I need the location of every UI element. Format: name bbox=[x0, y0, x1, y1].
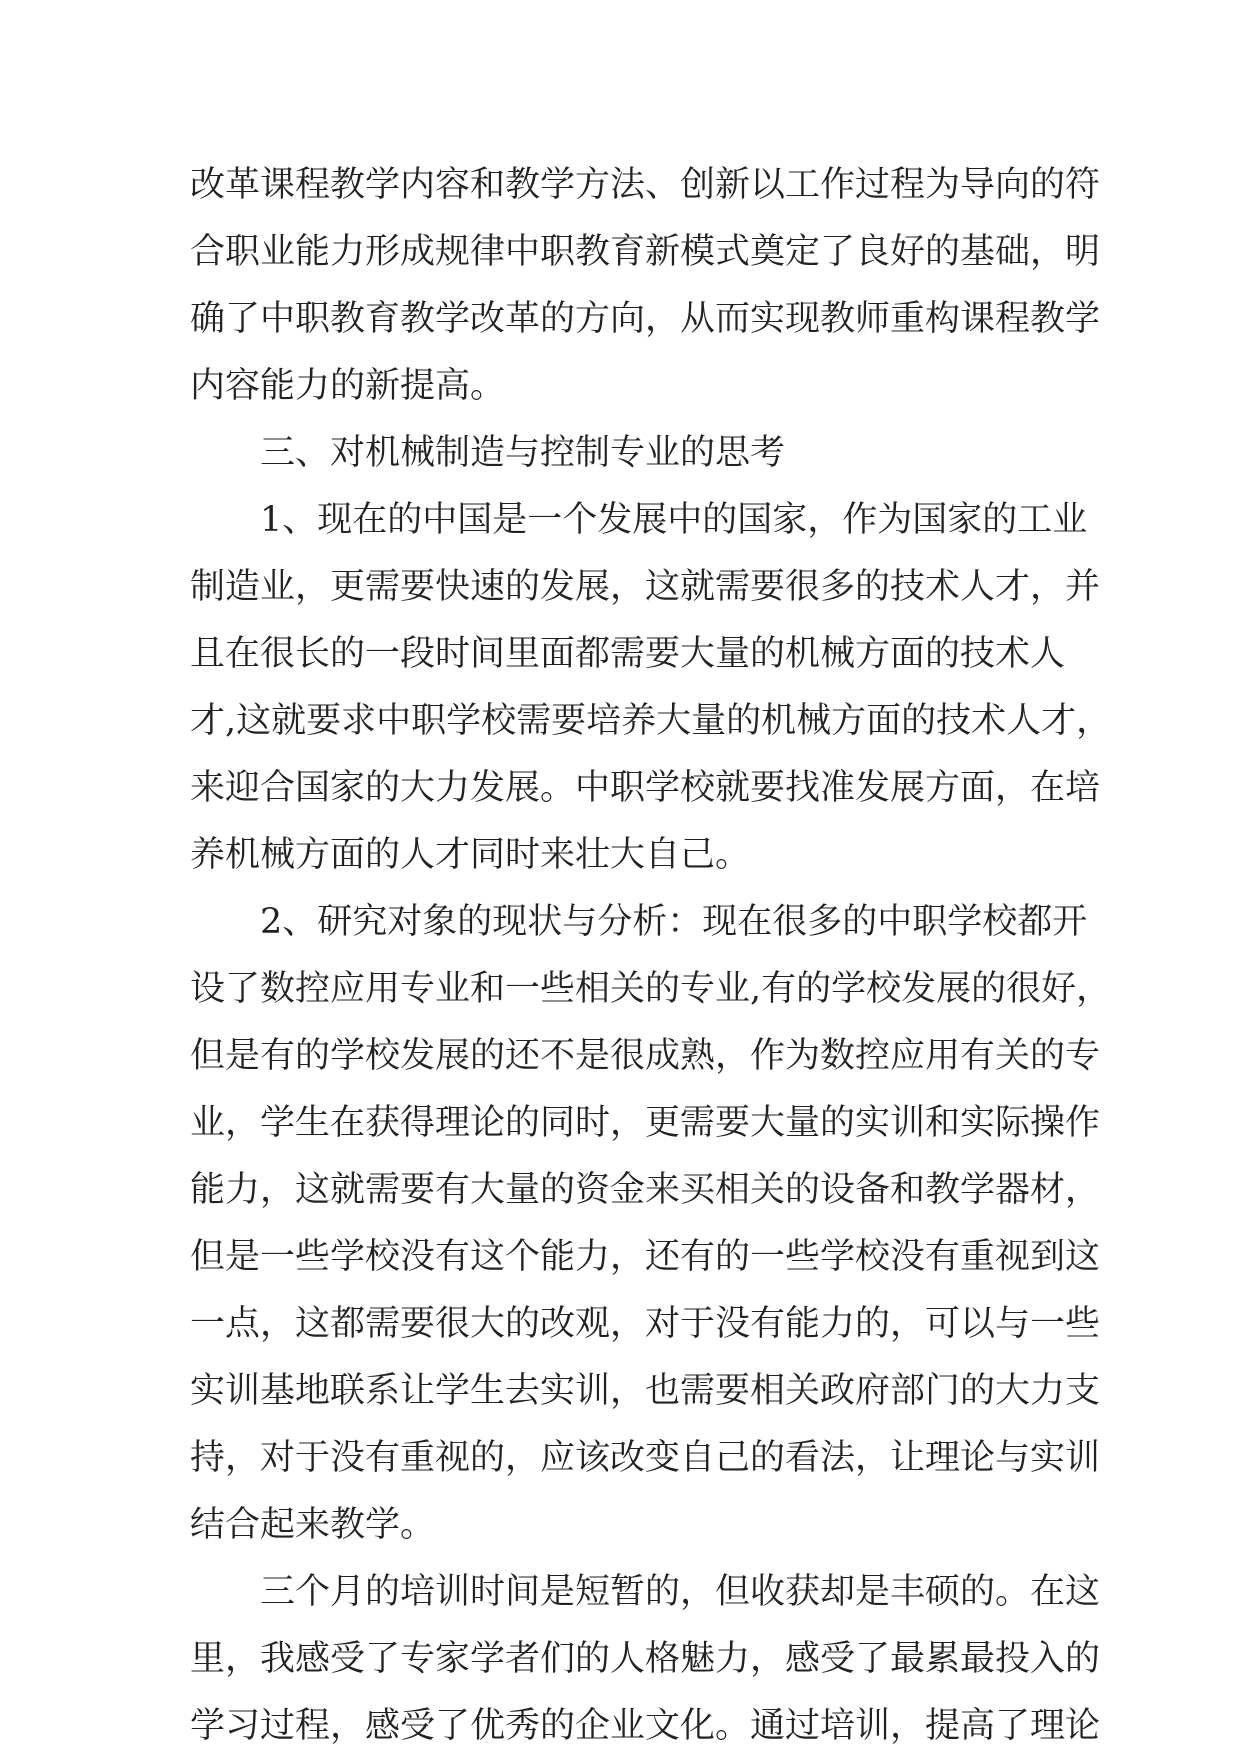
text-line: 业，学生在获得理论的同时，更需要大量的实训和实际操作 bbox=[190, 1103, 1101, 1143]
text-line: 结合起来教学。 bbox=[190, 1505, 436, 1545]
text-line: 内容能力的新提高。 bbox=[190, 366, 506, 406]
text-line: 2、研究对象的现状与分析：现在很多的中职学校都开 bbox=[260, 902, 1088, 942]
text-line: 持，对于没有重视的，应该改变自己的看法，让理论与实训 bbox=[190, 1438, 1101, 1478]
text-line: 学习过程，感受了优秀的企业文化。通过培训，提高了理论 bbox=[190, 1706, 1101, 1746]
text-line: 制造业，更需要快速的发展，这就需要很多的技术人才，并 bbox=[190, 567, 1101, 607]
text-line: 但是有的学校发展的还不是很成熟，作为数控应用有关的专 bbox=[190, 1036, 1101, 1076]
text-line: 且在很长的一段时间里面都需要大量的机械方面的技术人 bbox=[190, 634, 1066, 674]
text-line: 但是一些学校没有这个能力，还有的一些学校没有重视到这 bbox=[190, 1237, 1101, 1277]
text-line: 改革课程教学内容和教学方法、创新以工作过程为导向的符 bbox=[190, 165, 1101, 205]
text-line: 里，我感受了专家学者们的人格魅力，感受了最累最投入的 bbox=[190, 1639, 1101, 1679]
text-line: 养机械方面的人才同时来壮大自己。 bbox=[190, 835, 751, 875]
text-line: 三个月的培训时间是短暂的，但收获却是丰硕的。在这 bbox=[260, 1572, 1101, 1612]
text-line: 确了中职教育教学改革的方向，从而实现教师重构课程教学 bbox=[190, 299, 1101, 339]
text-line: 设了数控应用专业和一些相关的专业,有的学校发展的很好， bbox=[190, 969, 1112, 1009]
text-line: 才,这就要求中职学校需要培养大量的机械方面的技术人才， bbox=[190, 701, 1112, 741]
text-line: 能力，这就需要有大量的资金来买相关的设备和教学器材， bbox=[190, 1170, 1101, 1210]
section-heading: 三、对机械制造与控制专业的思考 bbox=[260, 433, 786, 473]
text-line: 合职业能力形成规律中职教育新模式奠定了良好的基础，明 bbox=[190, 232, 1101, 272]
document-body bbox=[190, 152, 1112, 1760]
text-line: 一点，这都需要很大的改观，对于没有能力的，可以与一些 bbox=[190, 1304, 1101, 1344]
text-line: 来迎合国家的大力发展。中职学校就要找准发展方面，在培 bbox=[190, 768, 1101, 808]
text-line: 实训基地联系让学生去实训，也需要相关政府部门的大力支 bbox=[190, 1371, 1101, 1411]
text-line: 1、现在的中国是一个发展中的国家，作为国家的工业 bbox=[260, 500, 1088, 540]
